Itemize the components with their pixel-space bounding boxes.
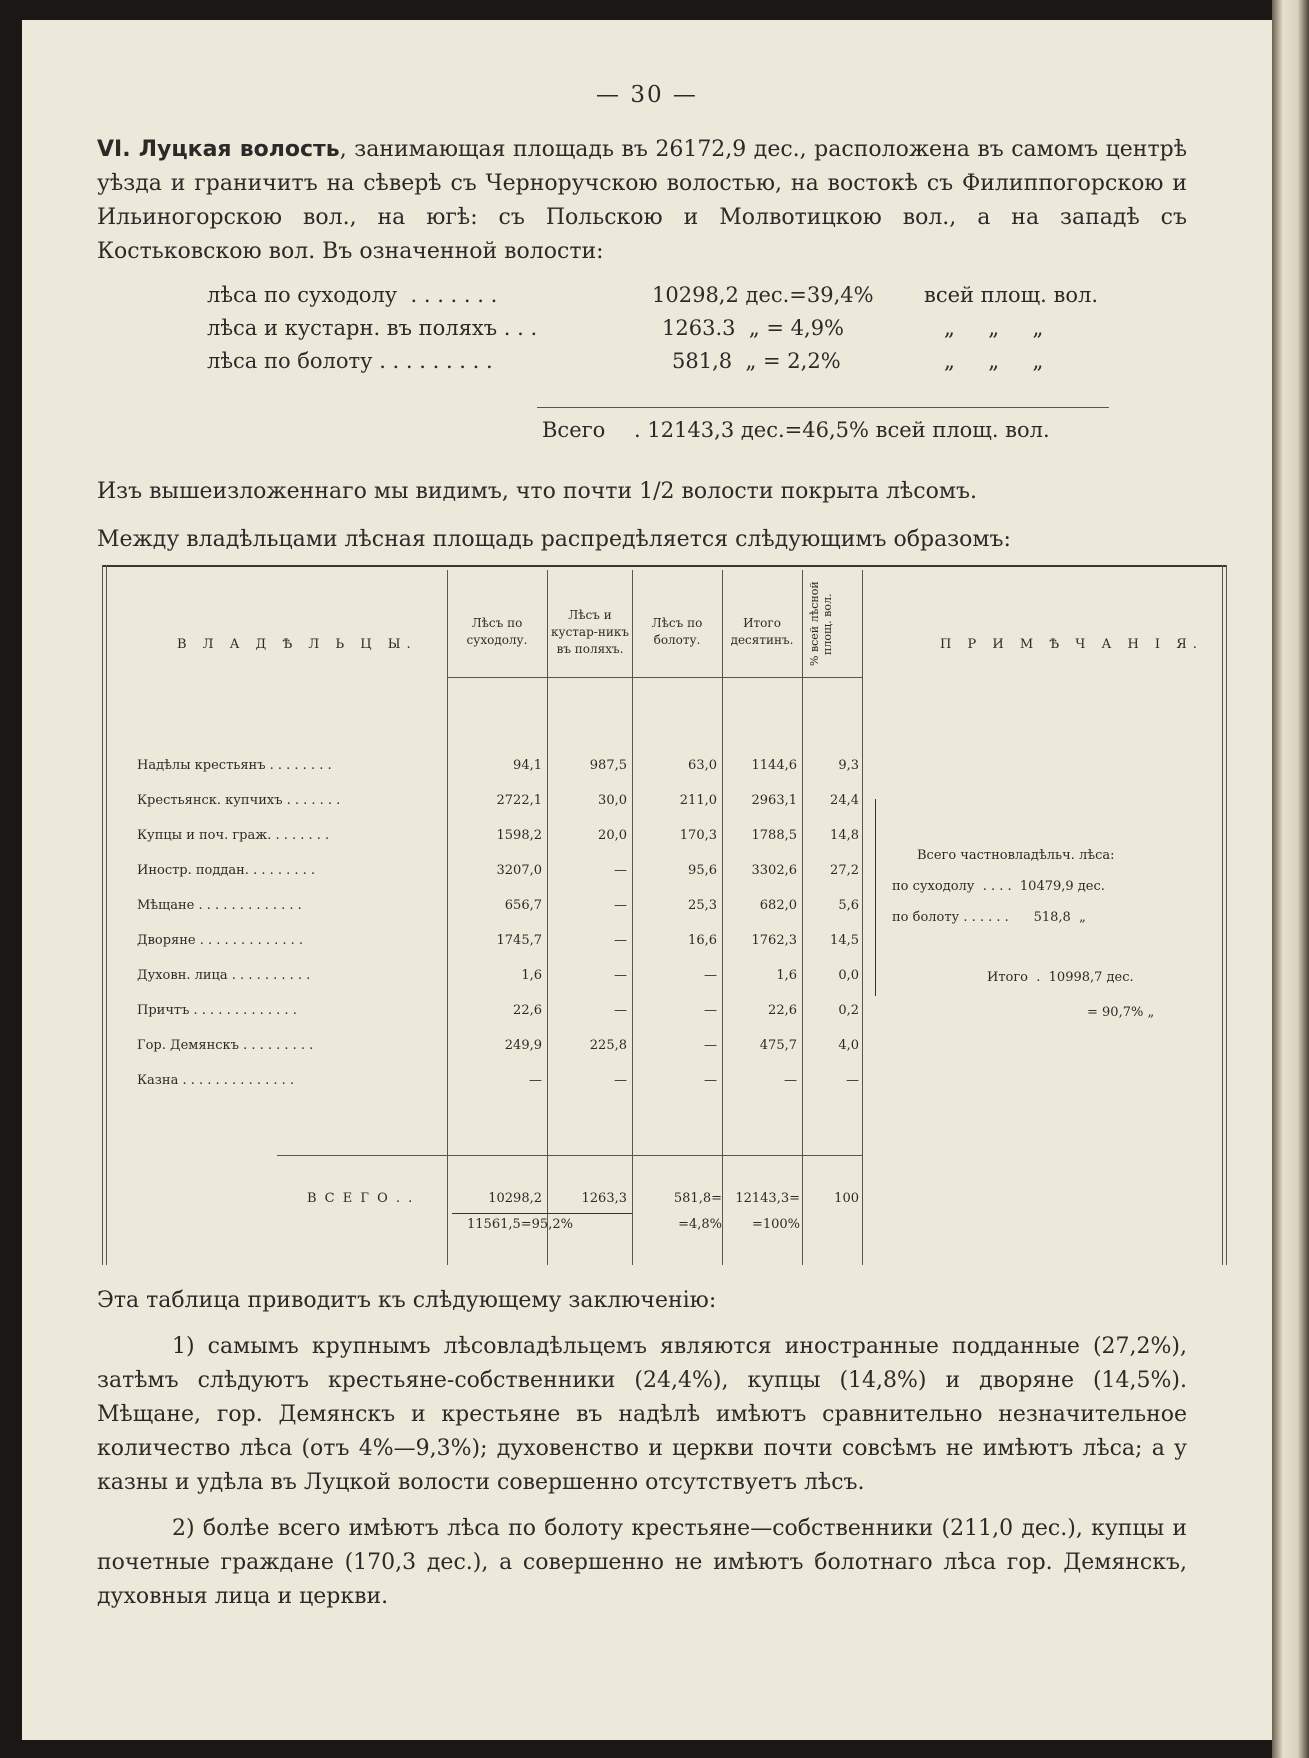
header-pct: % всей лѣсной площ. вол.	[808, 581, 834, 667]
total-pct: 100	[834, 1191, 859, 1206]
row-fields-4: —	[614, 898, 627, 913]
row-swamp-6: —	[704, 968, 717, 983]
total-swamp-pct: =4,8%	[678, 1217, 722, 1232]
summary-row-fields-tail: „ „ „	[944, 316, 1044, 340]
row-pct-5: 14,5	[830, 933, 859, 948]
col-sep-5	[802, 570, 803, 1265]
header-dry: Лѣсъ по суходолу.	[466, 616, 528, 647]
row-dry-4: 656,7	[504, 898, 542, 913]
col-sep-6	[862, 570, 863, 1265]
total-total: 12143,3=	[735, 1191, 800, 1206]
row-pct-7: 0,2	[838, 1003, 859, 1018]
row-name-4: Мѣщане . . . . . . . . . . . . .	[137, 898, 302, 913]
row-dry-8: 249,9	[504, 1038, 542, 1053]
table-border-right-outer	[1226, 565, 1227, 1265]
row-name-8: Гор. Демянскъ . . . . . . . . .	[137, 1038, 314, 1053]
total-fields: 1263,3	[581, 1191, 627, 1206]
row-total-7: 22,6	[768, 1003, 797, 1018]
row-swamp-0: 63,0	[688, 758, 717, 773]
page-number: — 30 —	[596, 82, 698, 108]
total-dry: 10298,2	[488, 1191, 542, 1206]
header-owners: В Л А Д Ѣ Л Ь Ц Ы.	[177, 637, 417, 652]
header-notes: П Р И М Ѣ Ч А Н І Я.	[940, 637, 1203, 652]
row-dry-9: —	[529, 1073, 542, 1088]
row-dry-5: 1745,7	[496, 933, 542, 948]
total-label: В С Е Г О . .	[307, 1191, 415, 1206]
summary-row-swamp-value: 581,8 „ = 2,2%	[672, 349, 841, 373]
summary-row-dry-label: лѣса по суходолу . . . . . . .	[207, 283, 498, 307]
row-fields-2: 20,0	[598, 828, 627, 843]
summary-row-dry-tail: всей площ. вол.	[924, 283, 1099, 307]
row-total-4: 682,0	[759, 898, 797, 913]
row-total-1: 2963,1	[751, 793, 797, 808]
col-sep-3	[632, 570, 633, 1265]
intro-paragraph	[97, 133, 1187, 269]
row-pct-1: 24,4	[830, 793, 859, 808]
row-total-2: 1788,5	[751, 828, 797, 843]
row-total-3: 3302,6	[751, 863, 797, 878]
row-total-9: —	[784, 1073, 797, 1088]
row-swamp-8: —	[704, 1038, 717, 1053]
row-fields-8: 225,8	[589, 1038, 627, 1053]
row-fields-5: —	[614, 933, 627, 948]
row-swamp-1: 211,0	[679, 793, 717, 808]
row-dry-0: 94,1	[513, 758, 542, 773]
total-swamp: 581,8=	[673, 1191, 722, 1206]
dry-fields-underline	[452, 1213, 632, 1214]
row-pct-8: 4,0	[838, 1038, 859, 1053]
row-name-2: Купцы и поч. граж. . . . . . . .	[137, 828, 330, 843]
row-dry-7: 22,6	[513, 1003, 542, 1018]
row-name-6: Духовн. лица . . . . . . . . . .	[137, 968, 311, 983]
summary-total-label: Всего	[542, 418, 606, 442]
col-sep-4	[722, 570, 723, 1265]
total-dry-fields-sum: 11561,5=95,2%	[467, 1217, 573, 1232]
header-total: Итого десятинъ.	[730, 616, 794, 647]
conclusion-1: 1) самымъ крупнымъ лѣсовладѣльцемъ являются иностранные подданные (27,2%), затѣмъ слѣдуютъ крестьяне-собственники (24,4%), купцы (14,8%) и дворяне (14,5%). Мѣщане, гор. Демянскъ и крестьяне въ надѣлѣ имѣютъ сравнительно незначительное количество лѣса (отъ 4%—9,3%); духовенство и церкви почти совсѣмъ не имѣютъ лѣса; а у казны и удѣла въ Луцкой волости совершенно отсутствуетъ лѣсъ.	[97, 1334, 1187, 1495]
row-pct-4: 5,6	[838, 898, 859, 913]
header-fields: Лѣсъ и кустар-никъ въ поляхъ.	[551, 608, 629, 656]
total-rule	[277, 1155, 862, 1156]
row-fields-3: —	[614, 863, 627, 878]
summary-row-swamp-tail: „ „ „	[944, 349, 1044, 373]
total-total-pct: =100%	[751, 1217, 800, 1232]
row-fields-1: 30,0	[598, 793, 627, 808]
row-fields-0: 987,5	[589, 758, 627, 773]
summary-row-swamp-label: лѣса по болоту . . . . . . . . .	[207, 349, 493, 373]
row-total-8: 475,7	[759, 1038, 797, 1053]
notes-line-2: по суходолу . . . . 10479,9 дес.	[892, 879, 1105, 894]
table-border-left	[102, 565, 103, 1265]
row-pct-0: 9,3	[838, 758, 859, 773]
intro-text: , занимающая площадь въ 26172,9 дес., расположена въ самомъ центрѣ уѣзда и граничитъ на сѣверѣ съ Черноручскою волостью, на востокѣ съ Филиппогорскою и Ильиногорскою вол., на югѣ: съ Польскою и Молвотицкою вол., а на западѣ съ Костьковскою вол. Въ означенной волости:	[97, 137, 1187, 264]
row-swamp-4: 25,3	[688, 898, 717, 913]
row-swamp-3: 95,6	[688, 863, 717, 878]
section-heading: VI. Луцкая волость	[97, 137, 340, 162]
row-dry-1: 2722,1	[496, 793, 542, 808]
row-fields-9: —	[614, 1073, 627, 1088]
row-total-0: 1144,6	[751, 758, 797, 773]
row-fields-6: —	[614, 968, 627, 983]
row-name-0: Надѣлы крестьянъ . . . . . . . .	[137, 758, 332, 773]
row-total-6: 1,6	[776, 968, 797, 983]
row-name-1: Крестьянск. купчихъ . . . . . . .	[137, 793, 341, 808]
summary-row-fields-label: лѣса и кустарн. въ поляхъ . . .	[207, 316, 538, 340]
header-rule	[447, 677, 862, 678]
summary-divider	[537, 407, 1109, 408]
owners-table	[102, 565, 1227, 1265]
row-swamp-7: —	[704, 1003, 717, 1018]
row-pct-2: 14,8	[830, 828, 859, 843]
row-pct-9: —	[846, 1073, 859, 1088]
col-sep-2	[547, 570, 548, 1265]
book-spine	[1272, 0, 1309, 1758]
row-swamp-9: —	[704, 1073, 717, 1088]
text-half: Изъ вышеизложеннаго мы видимъ, что почти 1/2 волости покрыта лѣсомъ.	[97, 479, 977, 504]
notes-bracket	[875, 799, 876, 996]
row-pct-3: 27,2	[830, 863, 859, 878]
row-name-9: Казна . . . . . . . . . . . . . .	[137, 1073, 295, 1088]
summary-row-dry-value: 10298,2 дес.=39,4%	[652, 283, 874, 307]
notes-line-5: = 90,7% „	[1087, 1005, 1155, 1020]
book-page	[22, 20, 1272, 1740]
row-name-3: Иностр. поддан. . . . . . . . .	[137, 863, 316, 878]
col-sep-1	[447, 570, 448, 1265]
table-top-rule	[102, 565, 1227, 567]
notes-line-3: по болоту . . . . . . 518,8 „	[892, 910, 1086, 925]
row-swamp-5: 16,6	[688, 933, 717, 948]
text-between: Между владѣльцами лѣсная площадь распредѣляется слѣдующимъ образомъ:	[97, 527, 1011, 552]
table-border-right	[1222, 565, 1223, 1265]
row-total-5: 1762,3	[751, 933, 797, 948]
row-name-7: Причтъ . . . . . . . . . . . . .	[137, 1003, 297, 1018]
notes-line-1: Всего частновладѣльч. лѣса:	[917, 848, 1115, 863]
row-dry-6: 1,6	[521, 968, 542, 983]
conclusion-intro: Эта таблица приводитъ къ слѣдующему заключенію:	[97, 1288, 717, 1313]
header-swamp: Лѣсъ по болоту.	[651, 616, 703, 647]
row-dry-2: 1598,2	[496, 828, 542, 843]
row-dry-3: 3207,0	[496, 863, 542, 878]
row-fields-7: —	[614, 1003, 627, 1018]
row-swamp-2: 170,3	[679, 828, 717, 843]
conclusion-2: 2) болѣе всего имѣютъ лѣса по болоту крестьяне—собственники (211,0 дес.), купцы и почетные граждане (170,3 дес.), а совершенно не имѣютъ болотнаго лѣса гор. Демянскъ, духовныя лица и церкви.	[97, 1516, 1187, 1609]
table-border-left-inner	[106, 565, 107, 1265]
row-name-5: Дворяне . . . . . . . . . . . . .	[137, 933, 304, 948]
notes-line-4: Итого . 10998,7 дес.	[987, 970, 1134, 985]
row-pct-6: 0,0	[838, 968, 859, 983]
summary-row-fields-value: 1263.3 „ = 4,9%	[662, 316, 845, 340]
summary-total-value: . 12143,3 дес.=46,5% всей площ. вол.	[634, 418, 1050, 442]
